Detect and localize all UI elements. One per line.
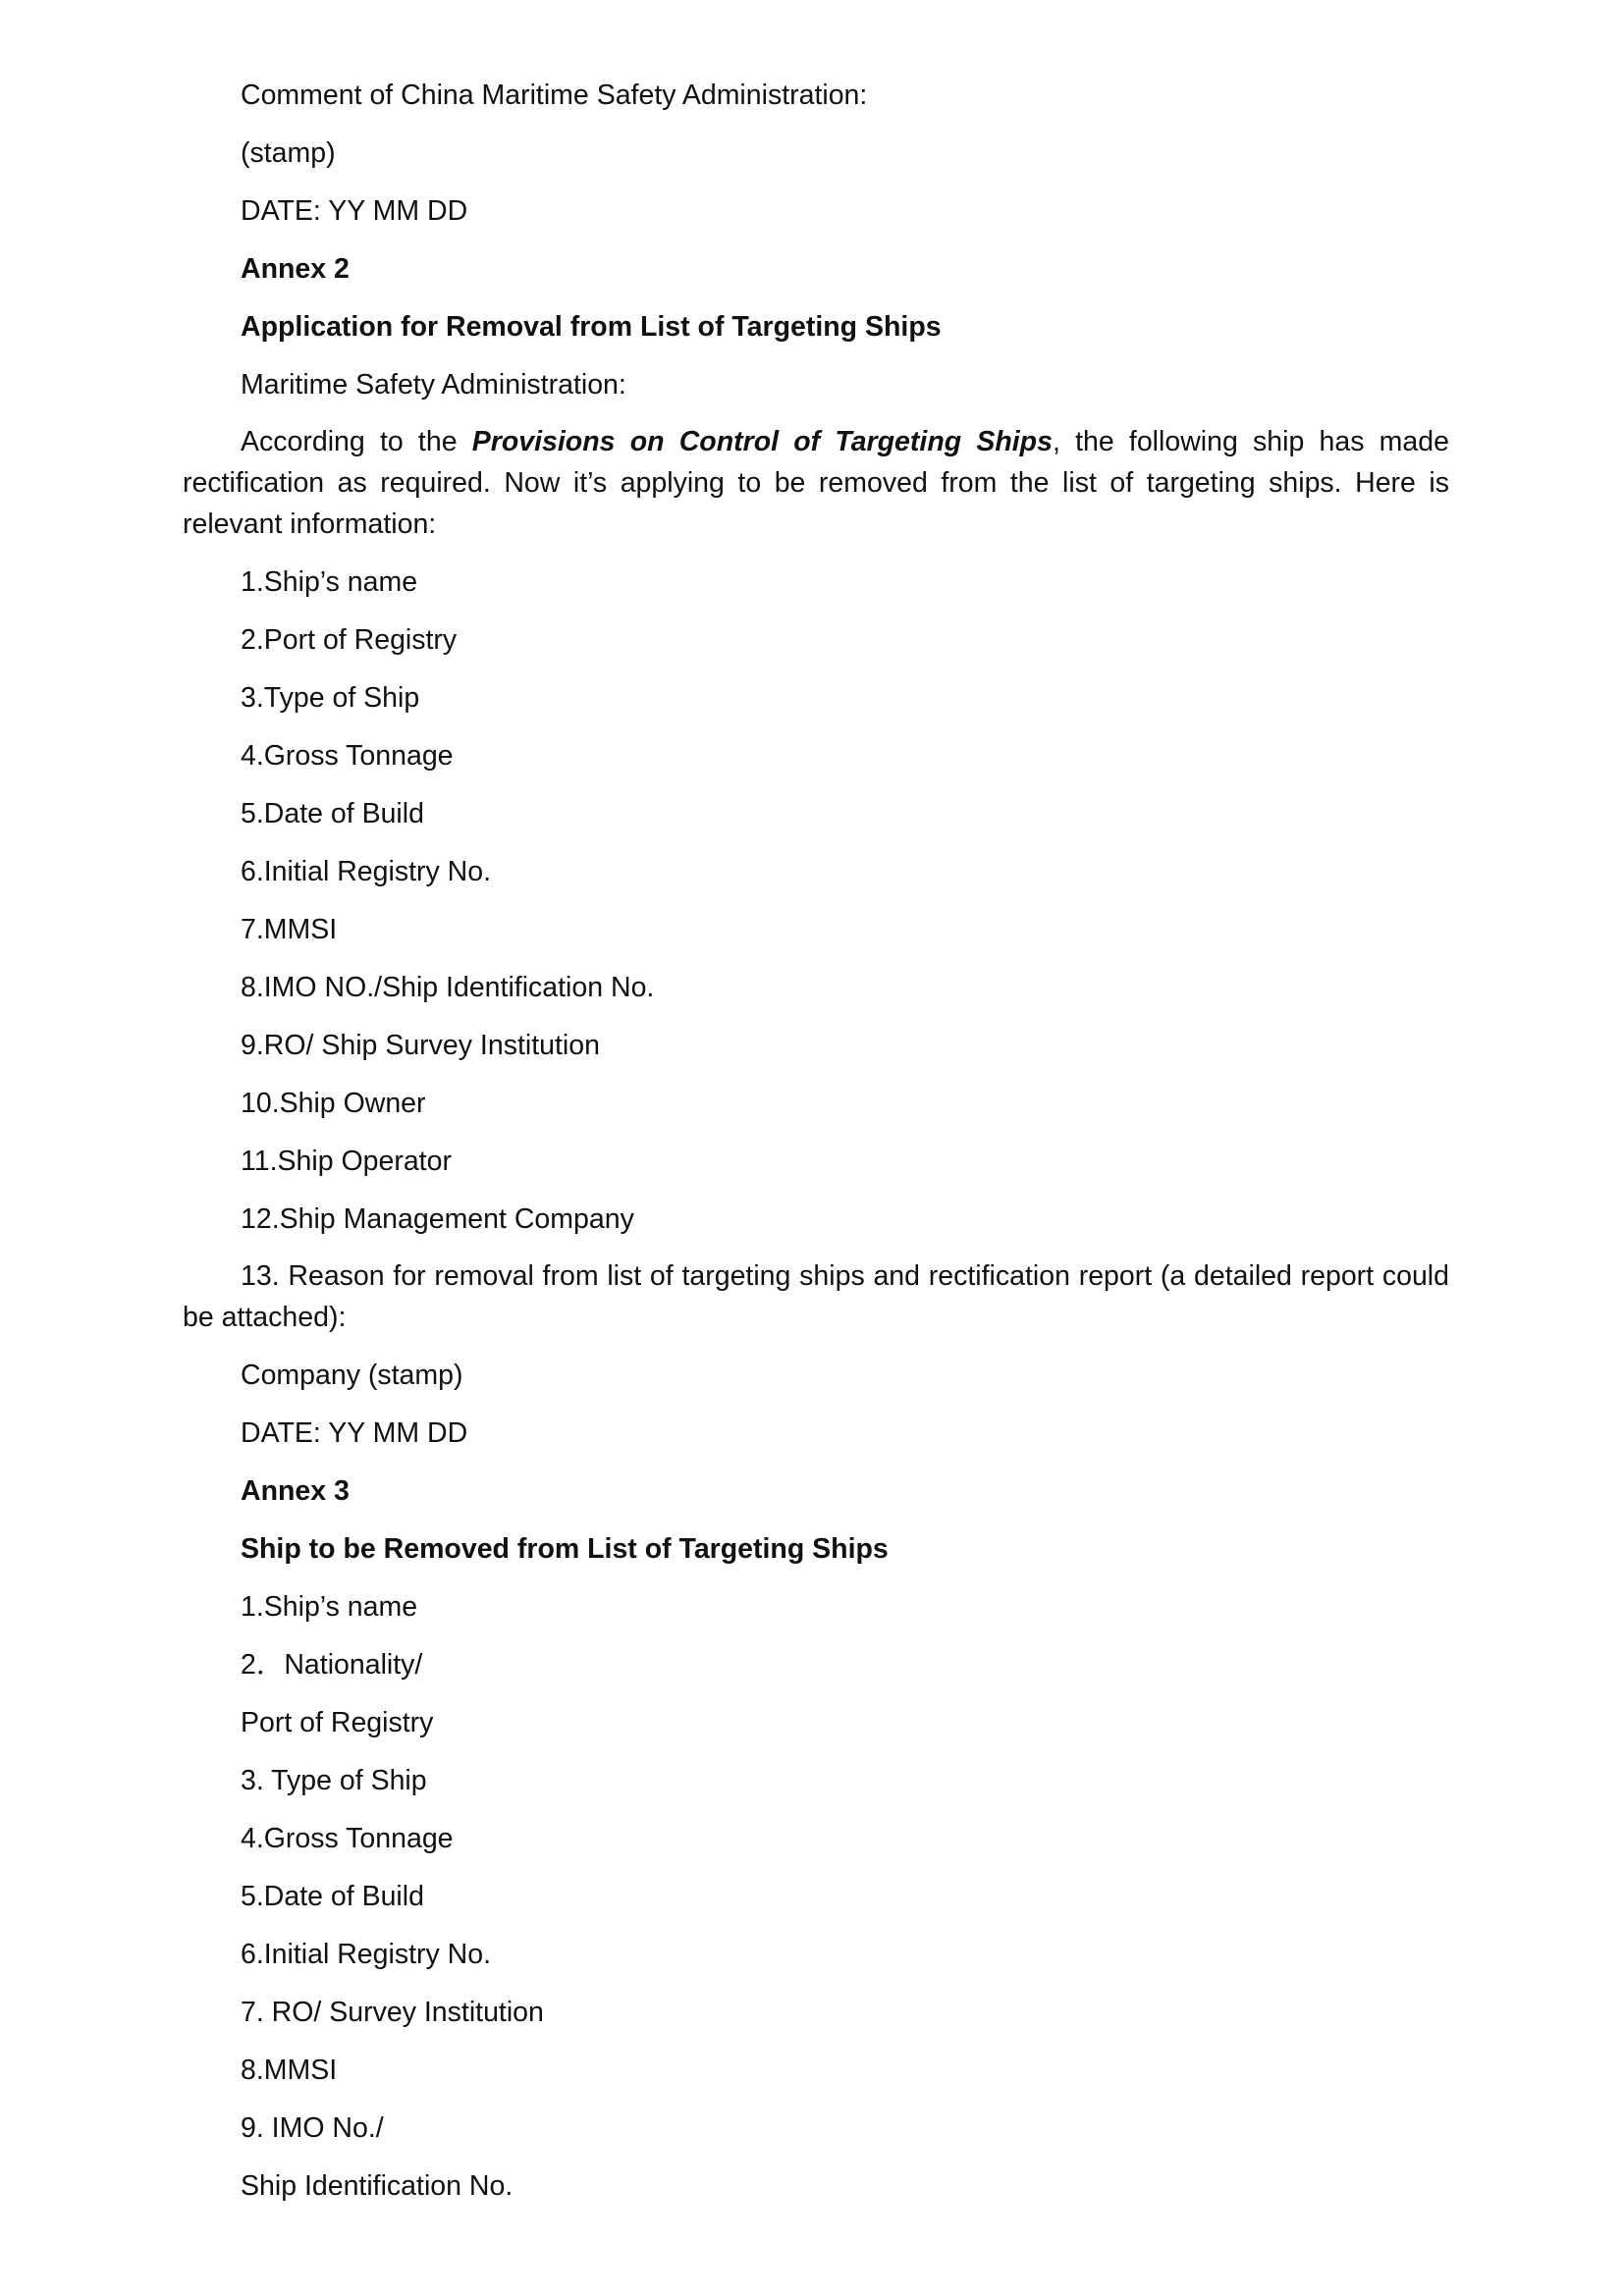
annex-2-item: 1.Ship’s name [241, 566, 418, 598]
annex-3-item: 1.Ship’s name [241, 1591, 418, 1623]
annex-3-item: 7. RO/ Survey Institution [241, 1997, 544, 2028]
annex-3-title: Ship to be Removed from List of Targeting Ships [241, 1533, 889, 1565]
annex-2-item: 12.Ship Management Company [241, 1203, 634, 1235]
annex-3-item: 2．Nationality/ [241, 1649, 423, 1681]
annex-3-item: 5.Date of Build [241, 1881, 424, 1912]
stamp-line: (stamp) [241, 137, 336, 169]
annex-2-heading: Annex 2 [241, 253, 350, 285]
annex-2-item: 9.RO/ Ship Survey Institution [241, 1030, 600, 1061]
comment-line: Comment of China Maritime Safety Administration: [241, 80, 868, 111]
annex-3-item: 8.MMSI [241, 2055, 338, 2086]
document-page [183, 0, 1449, 2296]
annex-2-item: 7.MMSI [241, 914, 338, 945]
annex-3-item: 6.Initial Registry No. [241, 1939, 492, 1970]
annex-3-item: Port of Registry [241, 1707, 434, 1738]
annex-2-intro-paragraph [183, 421, 1449, 545]
annex-3-heading: Annex 3 [241, 1475, 350, 1507]
date-line: DATE: YY MM DD [241, 195, 468, 227]
annex-2-title: Application for Removal from List of Targeting Ships [241, 311, 942, 343]
annex-2-item: 4.Gross Tonnage [241, 740, 454, 772]
annex-3-item: 9. IMO No./ [241, 2112, 384, 2144]
intro-prefix: According to the [241, 426, 472, 457]
intro-suffix: , the following ship has made rectification as required. Now it’s applying to be removed from the list of targeting ships. Here is relevant information: [183, 426, 1449, 540]
annex-3-item: 3. Type of Ship [241, 1765, 427, 1796]
company-stamp-line: Company (stamp) [241, 1360, 463, 1391]
annex-3-item: 4.Gross Tonnage [241, 1823, 454, 1854]
intro-emphasis: Provisions on Control of Targeting Ships [471, 426, 1053, 457]
annex-2-item: 6.Initial Registry No. [241, 856, 492, 887]
annex-2-item-13: 13. Reason for removal from list of targeting ships and rectification report (a detailed report could be attached): [183, 1260, 1449, 1333]
annex-2-item: 3.Type of Ship [241, 682, 420, 714]
annex-2-date-line: DATE: YY MM DD [241, 1417, 468, 1449]
annex-2-addressee: Maritime Safety Administration: [241, 369, 626, 400]
annex-3-item: Ship Identification No. [241, 2170, 514, 2202]
annex-2-item: 11.Ship Operator [241, 1146, 452, 1177]
annex-2-item: 10.Ship Owner [241, 1088, 426, 1119]
annex-2-item: 2.Port of Registry [241, 624, 458, 656]
annex-2-item: 8.IMO NO./Ship Identification No. [241, 972, 655, 1003]
annex-2-item: 5.Date of Build [241, 798, 424, 829]
